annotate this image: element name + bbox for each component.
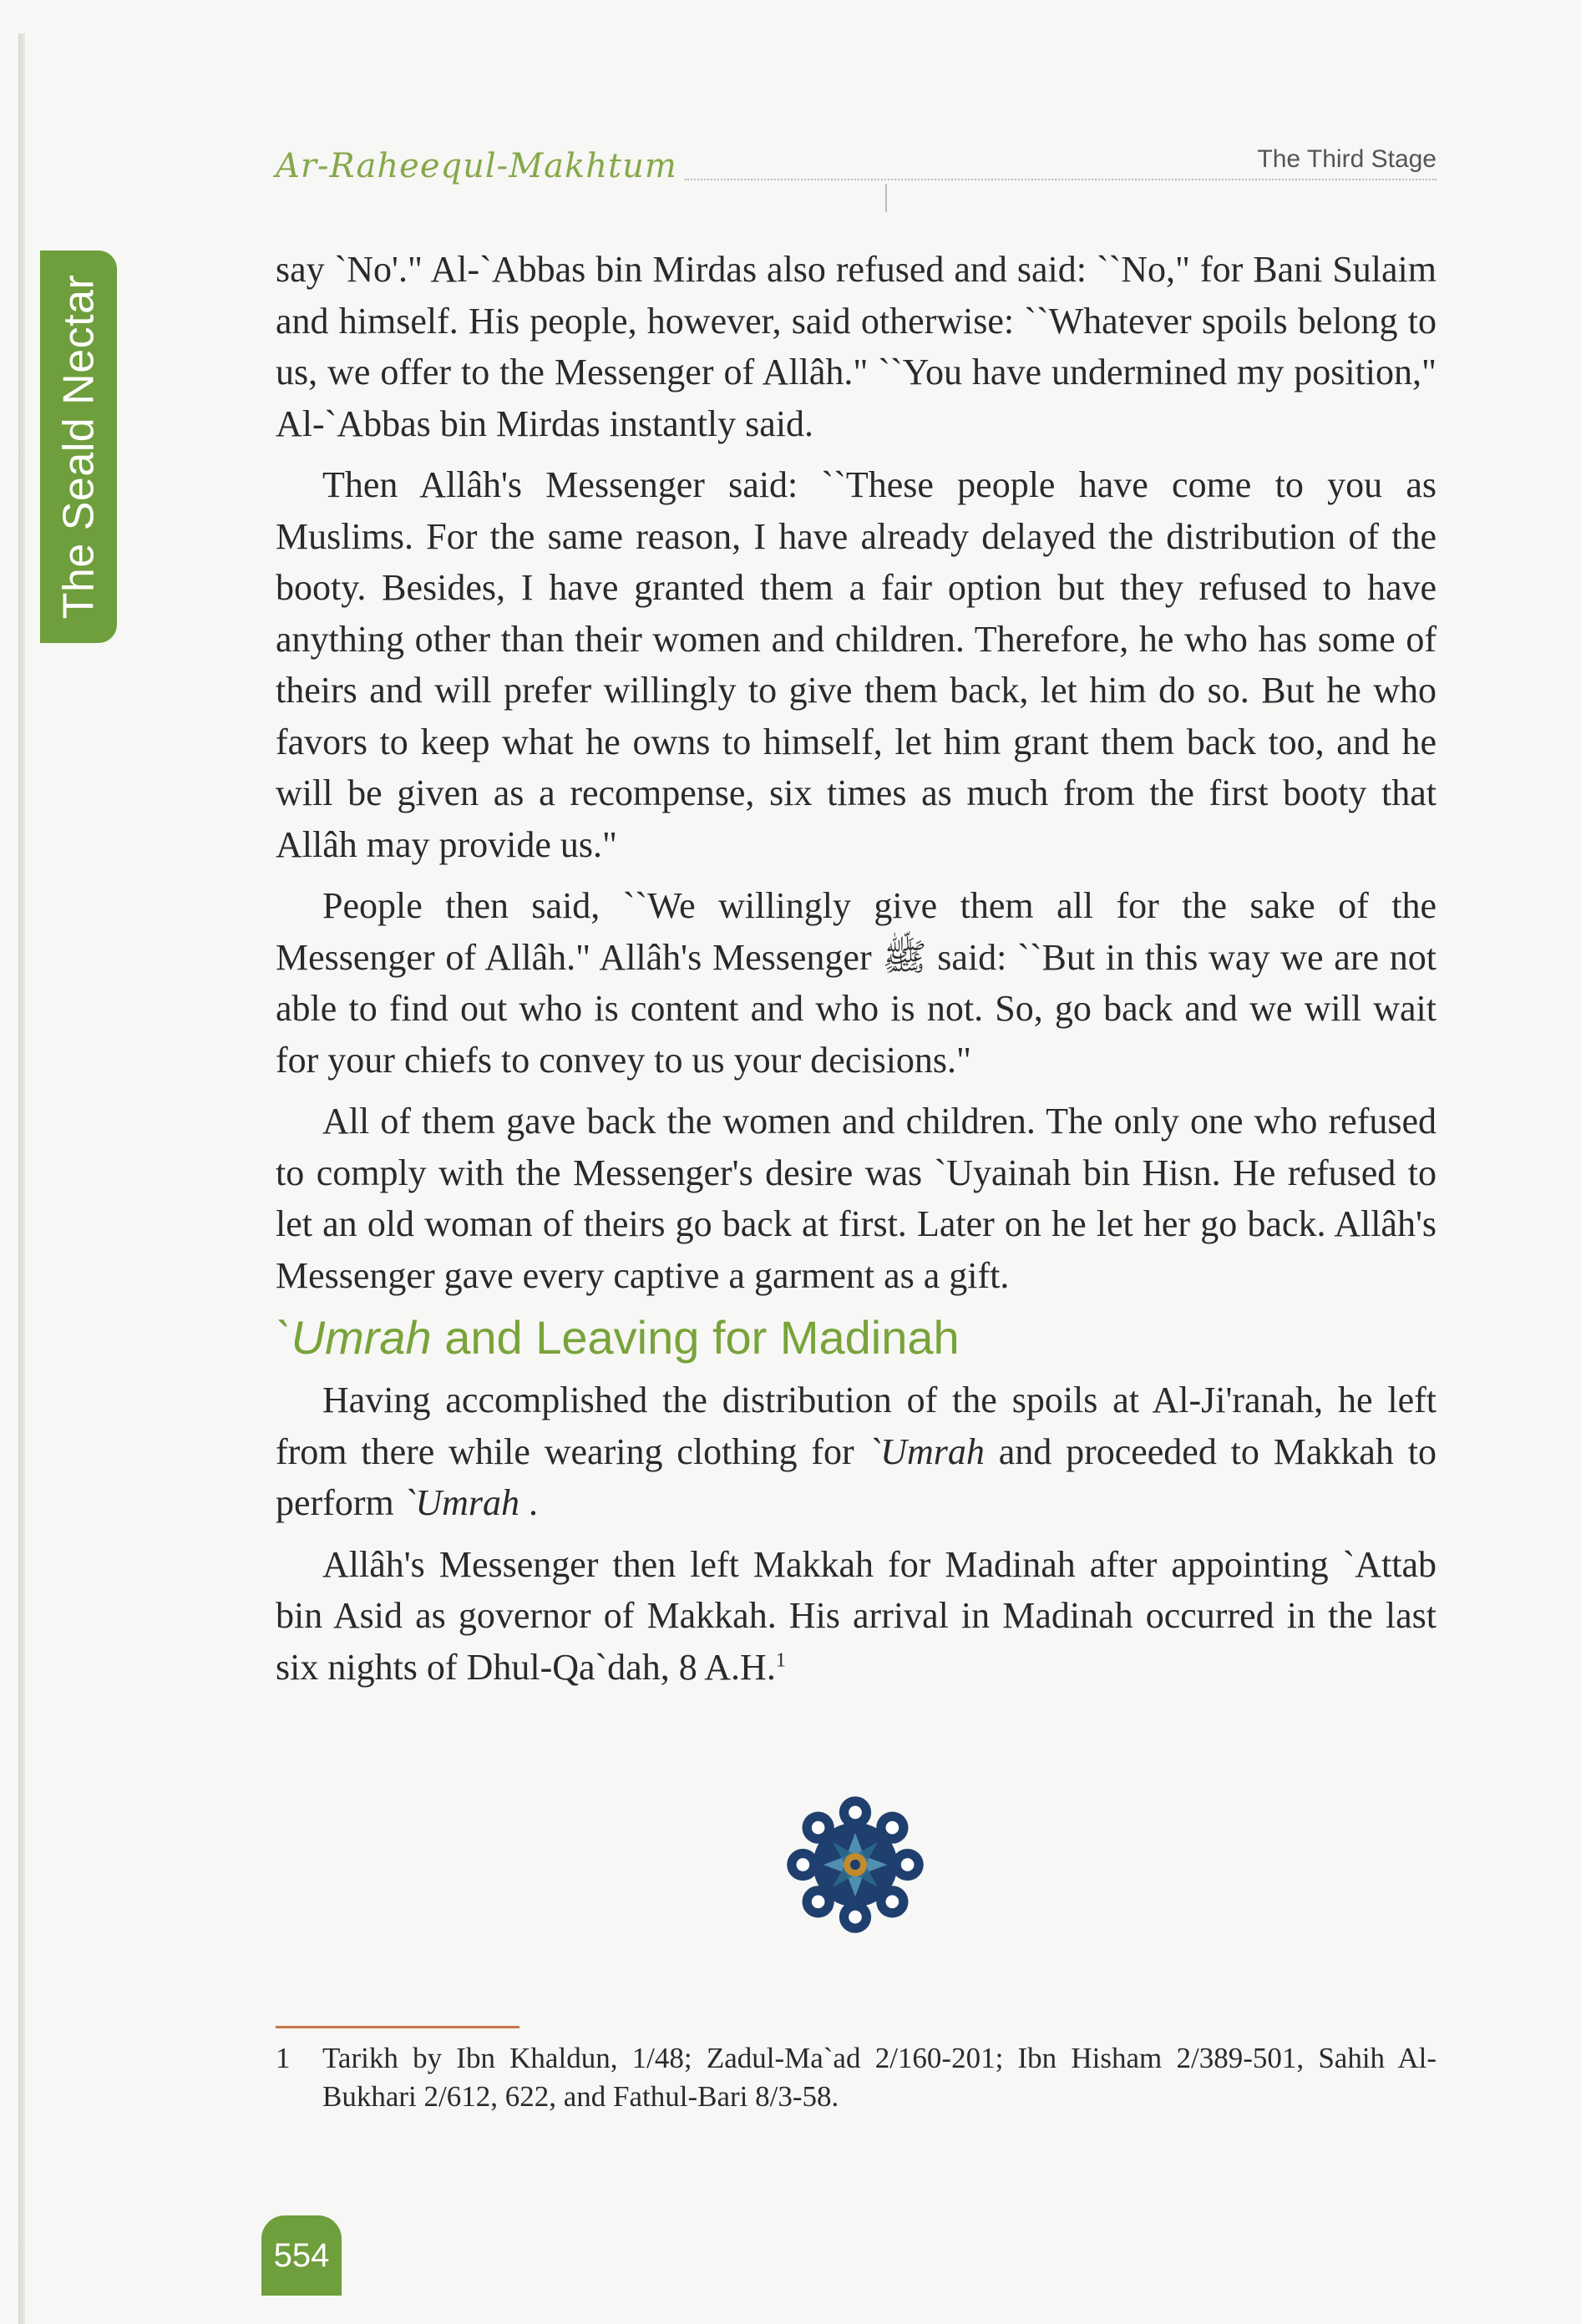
footnote (276, 2039, 1437, 2116)
footnote-separator (276, 2026, 519, 2028)
section-p1-italic-a: `Umrah (868, 1430, 985, 1472)
page-number: 554 (261, 2215, 342, 2296)
footnote-number: 1 (276, 2042, 291, 2074)
section-heading-italic: `Umrah (276, 1311, 432, 1364)
header-dotted-rule (685, 179, 1437, 180)
section-p1-text-b: and proceeded to Makkah to perform (276, 1430, 1437, 1523)
section-heading-rest: and Leaving for Madinah (431, 1311, 960, 1364)
running-header (276, 134, 1437, 192)
section-heading (276, 1308, 1437, 1368)
section-p1-text-c: . (519, 1482, 539, 1523)
paragraph-4: All of them gave back the women and children. The only one who refused to comply with the Messenger's desire was `Uyainah bin Hisn. He refused to let an old woman of theirs go back at first. Later on he let her go back. Allâh's Messenger gave every captive a garment as a gift. (276, 1101, 1437, 1296)
section-p2-text: Allâh's Messenger then left Makkah for Madinah after appointing `Attab bin Asid as governor of Makkah. His arrival in Madinah occurred in the last six nights of Dhul-Qa`dah, 8 A.H. (276, 1543, 1437, 1688)
main-text (276, 244, 1437, 1703)
footnote-ref[interactable]: 1 (775, 1648, 786, 1671)
side-tab (40, 251, 117, 643)
ornament-icon (783, 1792, 928, 1937)
paragraph-3: People then said, ``We willingly give them all for the sake of the Messenger of Allâh." Allâh's Messenger ﷺ said: ``But in this way we are not able to find out who is content and who is not. So, go back and we will wait for your chiefs to convey to us your decisions." (276, 885, 1437, 1081)
page-gutter-line (18, 33, 25, 2324)
section-p1-italic-b: `Umrah (403, 1482, 520, 1523)
chapter-name: The Third Stage (1257, 145, 1437, 173)
section-paragraph-1 (276, 1375, 1437, 1529)
paragraph-2: Then Allâh's Messenger said: ``These people have come to you as Muslims. For the same reason, I have already delayed the distribution of the booty. Besides, I have granted them a fair option but they refused to have anything other than their women and children. Therefore, he who has some of theirs and will prefer willingly to give them back, let him do so. But he who favors to keep what he owns to himself, let him grant them back too, and he will be given as a recompense, six times as much from the first booty that Allâh may provide us." (276, 464, 1437, 865)
footnote-text: Tarikh by Ibn Khaldun, 1/48; Zadul-Ma`ad 2/160-201; Ibn Hisham 2/389-501, Sahih Al-Bukhari 2/612, 622, and Fathul-Bari 8/3-58. (322, 2042, 1437, 2113)
paragraph-1: say `No'." Al-`Abbas bin Mirdas also refused and said: ``No," for Bani Sulaim and himself. His people, however, said otherwise: ``Whatever spoils belong to us, we offer to the Messenger of Allâh." ``You have undermined my position," Al-`Abbas bin Mirdas instantly said. (276, 249, 1437, 444)
header-tick-mark (885, 184, 887, 212)
section-paragraph-2 (276, 1539, 1437, 1694)
section-p1-text-a: Having accomplished the distribution of the spoils at Al-Ji'ranah, he left from there while wearing clothing for (276, 1380, 1437, 1472)
side-tab-label: The Seald Nectar (54, 274, 103, 620)
book-title: Ar-Raheequl-Makhtum (276, 147, 677, 185)
